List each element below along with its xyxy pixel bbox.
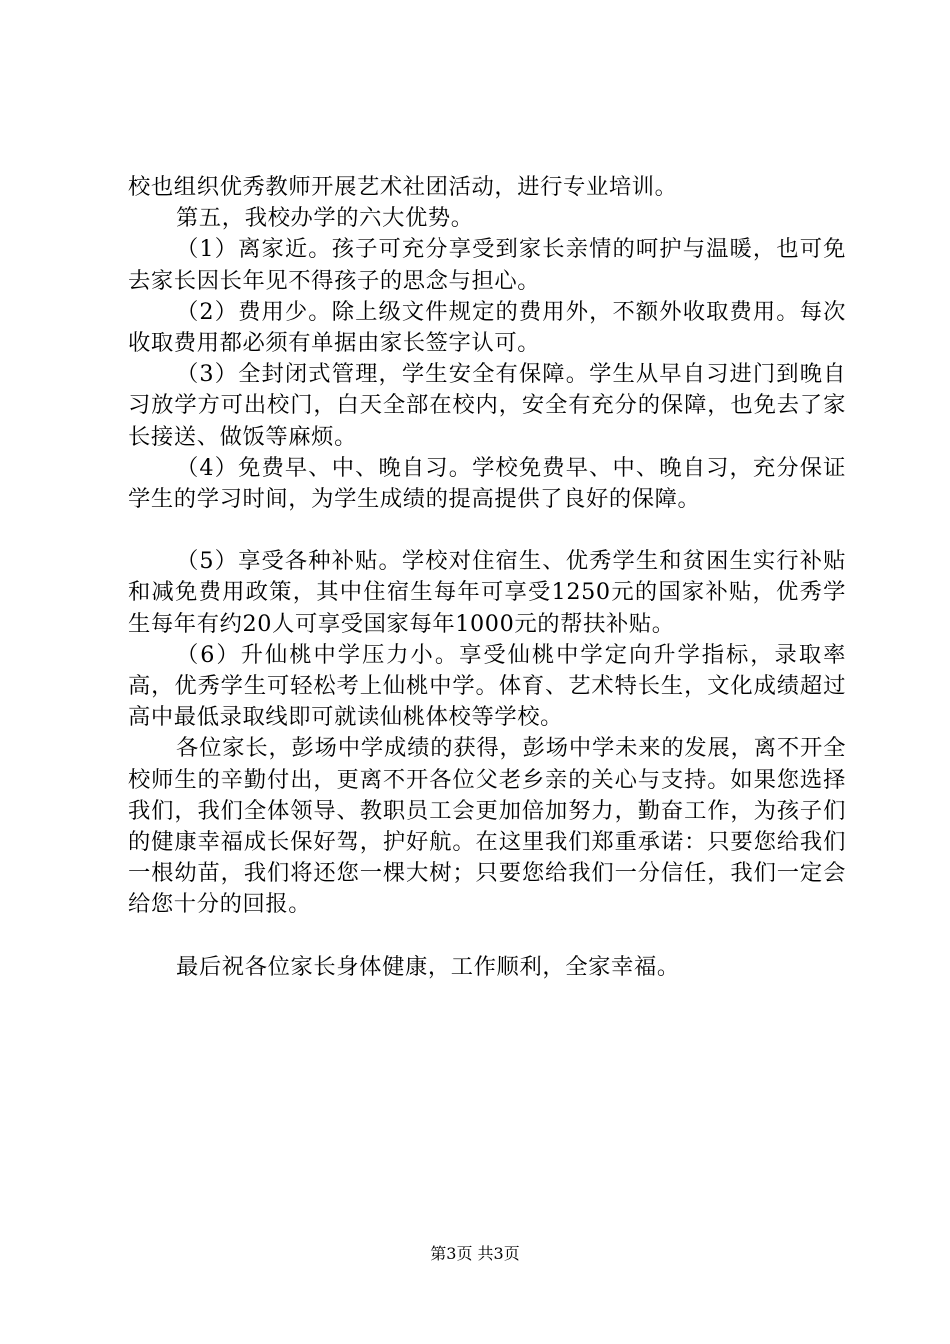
paragraph-advantage-1: （1）离家近。孩子可充分享受到家长亲情的呵护与温暖，也可免去家长因长年见不得孩子的思念与担心。	[128, 236, 846, 294]
paragraph-advantage-3: （3）全封闭式管理，学生安全有保障。学生从早自习进门到晚自习放学方可出校门，白天全部在校内，安全有充分的保障，也免去了家长接送、做饭等麻烦。	[128, 361, 846, 450]
paragraph-address-parents: 各位家长，彭场中学成绩的获得，彭场中学未来的发展，离不开全校师生的辛勤付出，更离不开各位父老乡亲的关心与支持。如果您选择我们，我们全体领导、教职员工会更加倍加努力，勤奋工作，为孩子们的健康幸福成长保好驾，护好航。在这里我们郑重承诺：只要您给我们一根幼苗，我们将还您一棵大树；只要您给我们一分信任，我们一定会给您十分的回报。	[128, 735, 846, 918]
paragraph-advantage-5: （5）享受各种补贴。学校对住宿生、优秀学生和贫困生实行补贴和减免费用政策，其中住宿生每年可享受1250元的国家补贴，优秀学生每年有约20人可享受国家每年1000元的帮扶补贴。	[128, 548, 846, 637]
paragraph-spacer	[128, 515, 846, 546]
paragraph-advantage-4: （4）免费早、中、晚自习。学校免费早、中、晚自习，充分保证学生的学习时间，为学生成绩的提高提供了良好的保障。	[128, 454, 846, 513]
paragraph-continuation: 校也组织优秀教师开展艺术社团活动，进行专业培训。	[128, 174, 678, 200]
paragraph-closing-wishes: 最后祝各位家长身体健康，工作顺利，全家幸福。	[176, 953, 680, 980]
paragraph-spacer	[128, 921, 846, 952]
page-footer: 第3页 共3页	[430, 1244, 520, 1263]
document-body	[128, 172, 846, 983]
paragraph-advantage-2: （2）费用少。除上级文件规定的费用外，不额外收取费用。每次收取费用都必须有单据由家长签字认可。	[128, 298, 846, 357]
paragraph-advantage-6: （6）升仙桃中学压力小。享受仙桃中学定向升学指标，录取率高，优秀学生可轻松考上仙桃中学。体育、艺术特长生，文化成绩超过高中最低录取线即可就读仙桃体校等学校。	[128, 641, 846, 731]
paragraph-section-heading: 第五，我校办学的六大优势。	[176, 205, 474, 232]
